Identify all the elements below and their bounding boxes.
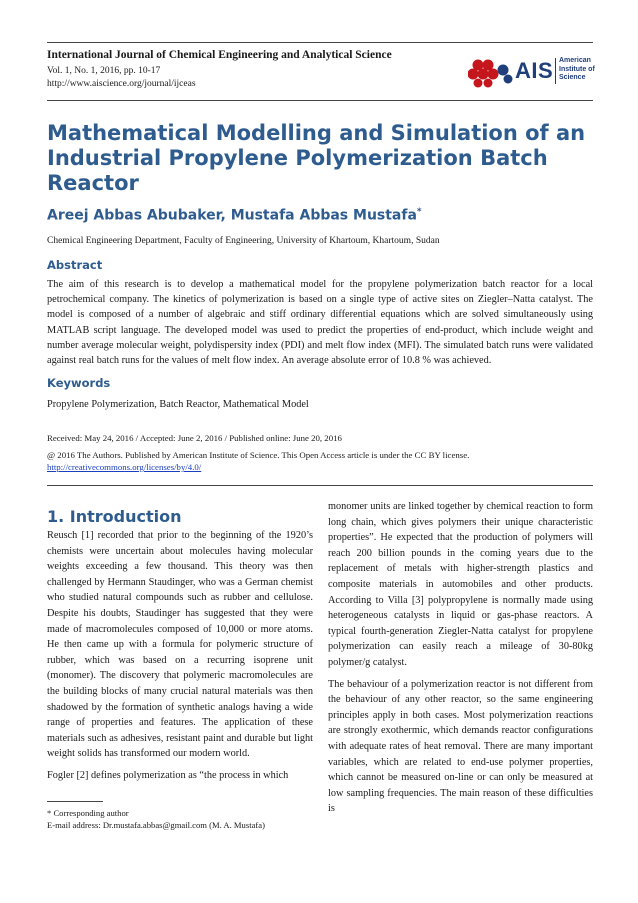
left-column bbox=[47, 528, 313, 790]
header-rule bbox=[47, 100, 593, 101]
article-title: Mathematical Modelling and Simulation of an Industrial Propylene Polymerization Batch Reactor bbox=[47, 121, 586, 195]
paragraph: monomer units are linked together by chemical reaction to form long chain, which gives polymers their unique characteristic properties”. He expected that the production of polymers will reach 200 billion pounds in the coming years due to the replacement of metals with higher-strength plastics and composite materials in automobiles and other products. According to Villa [3] polypropylene is normally made using heterogeneous catalysts in liquid or gas-phase reactors. A typical fourth-generation Ziegler-Natta catalyst for propylene polymerization can easily reach a mileage of 30-80kg polymer/g catalyst. bbox=[328, 501, 593, 668]
keywords-heading: Keywords bbox=[47, 376, 111, 390]
keywords-body: Propylene Polymerization, Batch Reactor, Mathematical Model bbox=[47, 399, 309, 410]
introduction-heading: 1. Introduction bbox=[47, 507, 182, 526]
top-rule bbox=[47, 42, 593, 43]
paragraph: Fogler [2] defines polymerization as “the process in which bbox=[47, 769, 289, 781]
logo-divider bbox=[555, 58, 556, 84]
logo-text: AIS bbox=[515, 58, 554, 83]
journal-volume-info: Vol. 1, No. 1, 2016, pp. 10-17 bbox=[47, 66, 161, 76]
footnote-rule bbox=[47, 801, 103, 802]
logo-subtitle-line: Science bbox=[559, 74, 586, 82]
article-authors bbox=[47, 203, 593, 225]
publication-dates: Received: May 24, 2016 / Accepted: June 2, 2016 / Published online: June 20, 2016 bbox=[47, 433, 342, 443]
footnote-email: E-mail address: Dr.mustafa.abbas@gmail.com (M. A. Mustafa) bbox=[47, 820, 265, 831]
journal-header bbox=[47, 48, 447, 91]
license-text: @ 2016 The Authors. Published by American Institute of Science. This Open Access article is under the CC BY license. bbox=[47, 450, 470, 460]
license-block bbox=[47, 449, 593, 473]
logo-subtitle bbox=[559, 57, 595, 83]
journal-url[interactable]: http://www.aiscience.org/journal/ijceas bbox=[47, 79, 196, 89]
author-affiliation: Chemical Engineering Department, Faculty of Engineering, University of Khartoum, Khartoum, Sudan bbox=[47, 236, 440, 246]
journal-name: International Journal of Chemical Engineering and Analytical Science bbox=[47, 49, 392, 61]
footnote bbox=[47, 807, 265, 831]
footnote-corresponding: * Corresponding author bbox=[47, 808, 129, 818]
logo-subtitle-line: American bbox=[559, 57, 591, 64]
section-rule bbox=[47, 485, 593, 486]
abstract-heading: Abstract bbox=[47, 258, 103, 272]
abstract-body: The aim of this research is to develop a mathematical model for the propylene polymerization batch reactor for a local petrochemical company. The kinetics of polymerization is based on a single type of active sites on Ziegler–Natta catalyst. The model is composed of a number of algebraic and stiff ordinary differential equations which are solved simultaneously using MATLAB script language. The developed model was used to predict the properties of end-product, which include weight and number average molecular weight, polydispersity index (PDI) and melt flow index (MFI). The simulated batch runs were validated against real batch runs for the values of melt flow index. An average absolute error of 10.8 % was achieved. bbox=[47, 279, 593, 367]
paragraph: The behaviour of a polymerization reactor is not different from the behaviour of any other reactor, so the same engineering principles apply in both cases. Most polymerization reactions are strongly exothermic, which demands reactor configurations with adequate rates of heat removal. There are many important variables, which are related to end-use polymer properties, which cannot be measured on-line or can only be measured at low sampling frequencies. The main reason of these difficulties is bbox=[328, 678, 593, 815]
paragraph: Reusch [1] recorded that prior to the beginning of the 1920’s chemists were uncertain about molecules having molecular weights exceeding a few thousand. This theory was then challenged by Hermann Staudinger, who was a German chemist who studied natural compounds such as rubber and cellulose. Despite his doubts, Staudinger has suggested that they were made of macromolecules composed of 10,000 or more atoms. He then came up with a formula for polymeric structure of rubber, which was based on a recurring isoprene unit (monomer). The discovery that polymeric macromolecules are the building blocks of many crucial natural materials was then shadowed by the formation of synthetic analogs having a wide range of properties and features. The application of these materials such as adhesives, resistant paint and durable but light weight solids has transformed our modern world. bbox=[47, 530, 313, 760]
right-column bbox=[328, 499, 593, 823]
author-names: Areej Abbas Abubaker, Mustafa Abbas Mustafa bbox=[47, 207, 417, 224]
license-link[interactable]: http://creativecommons.org/licenses/by/4.0/ bbox=[47, 462, 202, 472]
corresponding-author-mark: * bbox=[416, 207, 422, 217]
logo-subtitle-line: Institute of bbox=[559, 65, 595, 73]
